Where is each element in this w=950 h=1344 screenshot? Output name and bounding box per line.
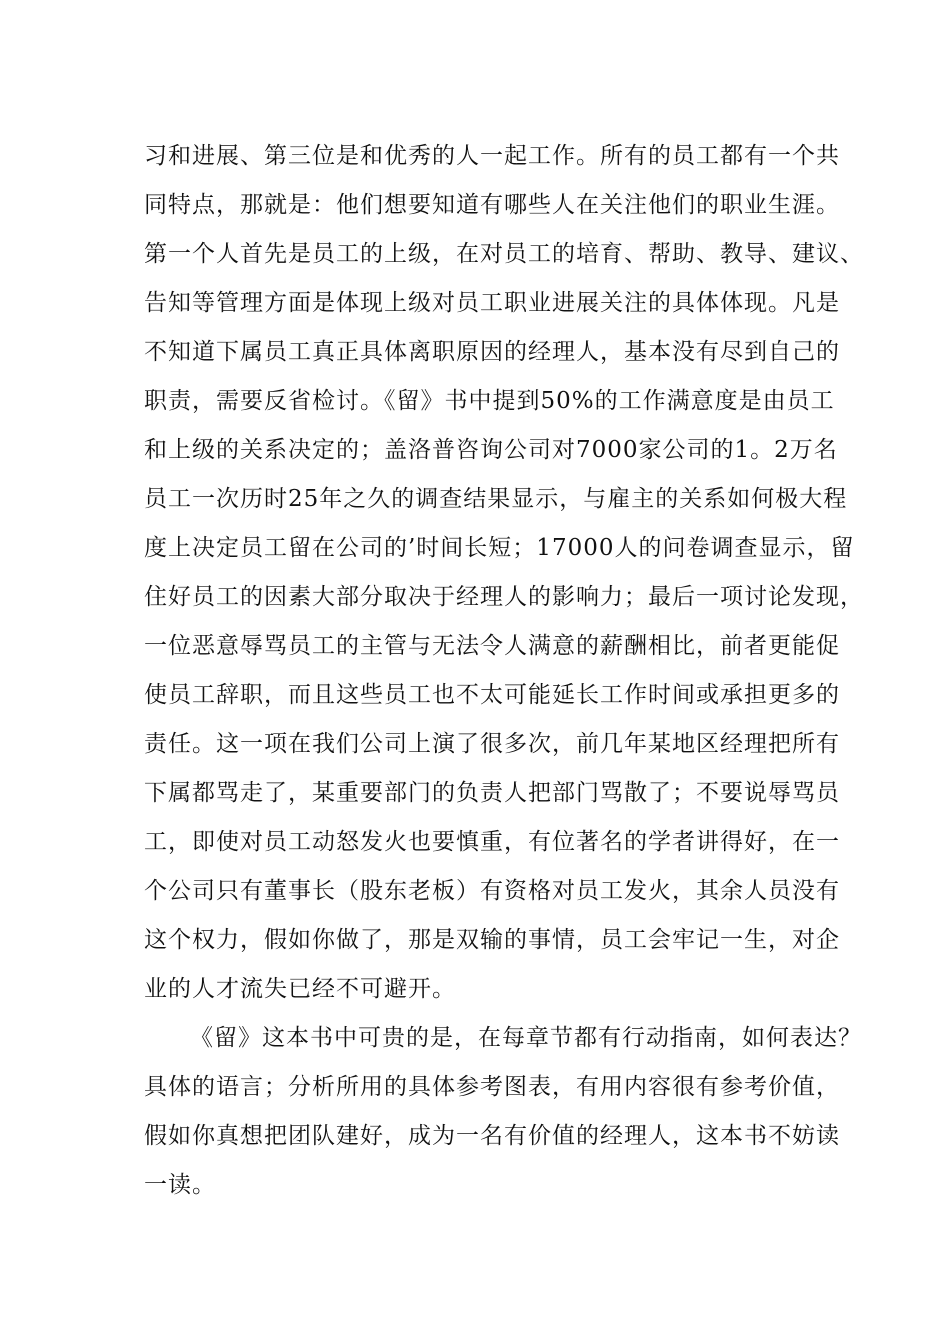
paragraph-line: 职责，需要反省检讨。《留》书中提到50%的工作满意度是由员工: [144, 388, 835, 414]
paragraph-line: 一位恶意辱骂员工的主管与无法令人满意的薪酬相比，前者更能促: [144, 633, 840, 659]
paragraph-line: 住好员工的因素大部分取决于经理人的影响力；最后一项讨论发现，: [144, 584, 864, 610]
paragraph-line: 同特点，那就是：他们想要知道有哪些人在关注他们的职业生涯。: [144, 192, 840, 218]
paragraph-line: 习和进展、第三位是和优秀的人一起工作。所有的员工都有一个共: [144, 143, 840, 169]
paragraph-line: 个公司只有董事长（股东老板）有资格对员工发火，其余人员没有: [144, 878, 840, 904]
paragraph-line: 具体的语言；分析所用的具体参考图表，有用内容很有参考价值，: [144, 1074, 840, 1100]
paragraph-line: 和上级的关系决定的；盖洛普咨询公司对7000家公司的1。2万名: [144, 437, 838, 463]
paragraph-line: 一读。: [144, 1172, 216, 1198]
paragraph-line: 度上决定员工留在公司的’时间长短；17000人的问卷调查显示，留: [144, 535, 855, 561]
paragraph-line: 使员工辞职，而且这些员工也不太可能延长工作时间或承担更多的: [144, 682, 840, 708]
paragraph-line: 工，即使对员工动怒发火也要慎重，有位著名的学者讲得好，在一: [144, 829, 840, 855]
paragraph-line: 第一个人首先是员工的上级，在对员工的培育、帮助、教导、建议、: [144, 241, 864, 267]
paragraph-line: 假如你真想把团队建好，成为一名有价值的经理人，这本书不妨读: [144, 1123, 840, 1149]
paragraph-line: 告知等管理方面是体现上级对员工职业进展关注的具体体现。凡是: [144, 290, 840, 316]
paragraph-line: 员工一次历时25年之久的调查结果显示，与雇主的关系如何极大程: [144, 486, 848, 512]
paragraph-line: 这个权力，假如你做了，那是双输的事情，员工会牢记一生，对企: [144, 927, 840, 953]
paragraph-line: 责任。这一项在我们公司上演了很多次，前几年某地区经理把所有: [144, 731, 840, 757]
paragraph-line: 不知道下属员工真正具体离职原因的经理人，基本没有尽到自己的: [144, 339, 840, 365]
paragraph-line: 《留》这本书中可贵的是，在每章节都有行动指南，如何表达？: [190, 1025, 862, 1051]
paragraph-line: 业的人才流失已经不可避开。: [144, 976, 456, 1002]
paragraph-line: 下属都骂走了，某重要部门的负责人把部门骂散了；不要说辱骂员: [144, 780, 840, 806]
